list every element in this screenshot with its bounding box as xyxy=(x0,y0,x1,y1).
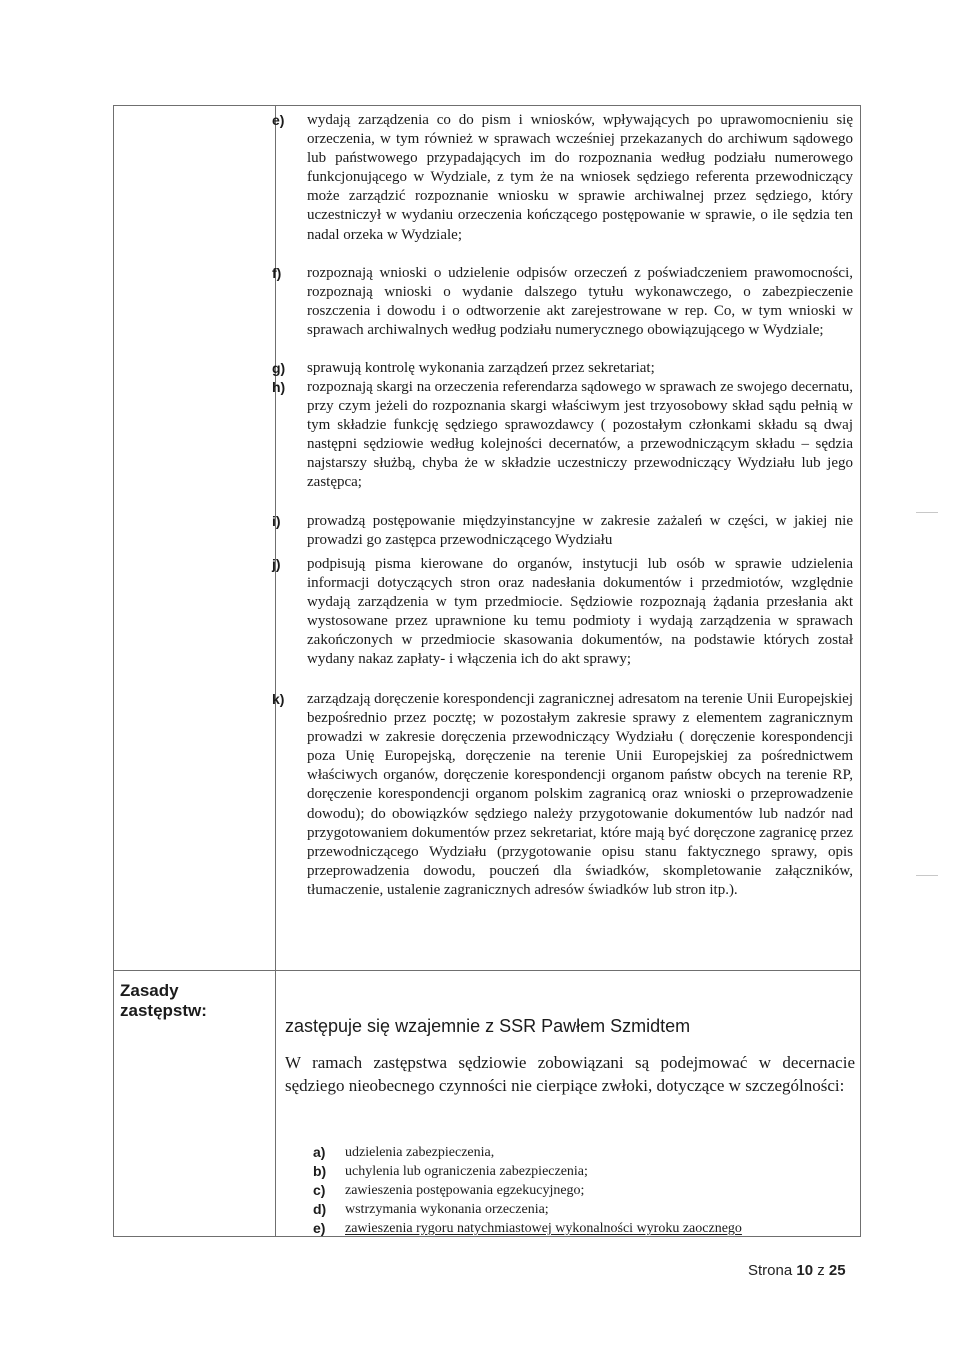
list-item xyxy=(272,111,853,245)
list-item xyxy=(272,264,853,340)
item-text: podpisują pisma kierowane do organów, instytucji lub osób w sprawie udzielenia informacji dotyczących stron oraz nadesłania dokumentów i przedmiotów, względnie wydają zarządzenia w tym przedmiocie. Sędziowie rozpoznają żądania przesłania akt wystosowane przez uprawnione ku temu podmioty i wydają zarządzenia w sprawach zakończonych w przedmiocie skasowania dokumentów, na podstawie których został wydany nakaz zapłaty- i włączenia ich do akt sprawy; xyxy=(307,556,853,668)
item-label: a) xyxy=(313,1144,326,1160)
page-separator: z xyxy=(817,1262,825,1279)
page-number xyxy=(748,1262,846,1279)
current-page: 10 xyxy=(796,1262,814,1279)
list-item xyxy=(285,1181,845,1200)
substitution-heading: zastępuje się wzajemnie z SSR Pawłem Szmidtem xyxy=(285,1016,691,1036)
item-text: prowadzą postępowanie międzyinstancyjne w zakresie zażaleń w części, w jakiej nie prowadzi go zastępca przewodniczącego Wydziału xyxy=(307,513,853,549)
list-item xyxy=(285,1200,845,1219)
list-item xyxy=(285,1219,845,1238)
item-label: k) xyxy=(272,691,285,707)
item-text: rozpoznają skargi na orzeczenia referendarza sądowego w sprawach ze swojego decernatu, przy czym jeżeli do rozpoznania skargi właściwym jest trzyosobowy skład sądu pełnią w tym składzie funkcję sędziego sprawozdawcy ( pozostałym członkami składu są dwaj następni sędziowie według kolejności decernatów, a przewodniczącym składu – sędzia najstarszy służbą, chyba że w składzie uczestniczy przewodniczący Wydziału lub jego zastępca; xyxy=(307,379,853,491)
item-text: sprawują kontrolę wykonania zarządzeń przez sekretariat; xyxy=(307,360,655,376)
item-label: e) xyxy=(272,112,285,128)
item-label: d) xyxy=(313,1201,327,1217)
item-text: zawieszenia postępowania egzekucyjnego; xyxy=(345,1183,585,1198)
list-item xyxy=(285,1162,845,1181)
item-label: h) xyxy=(272,379,286,395)
page-prefix: Strona xyxy=(748,1262,793,1279)
total-pages: 25 xyxy=(828,1262,846,1279)
item-label: g) xyxy=(272,360,286,376)
item-label: e) xyxy=(313,1220,326,1236)
item-text: udzielenia zabezpieczenia, xyxy=(345,1145,495,1160)
substitution-list xyxy=(285,1143,845,1238)
item-text: wydają zarządzenia co do pism i wniosków, wpływających po uprawomocnieniu się orzeczenia, w tym również w sprawach wcześniej przekazanych do archiwum sądowego lub państwowego przypadających im do rozpoznania według podziału numerowego funkcjonującego w Wydziale, z tym że na wniosek sędziego referenta przewodniczący może zarządzić rozpoznanie wniosku w sprawie archiwalnej przez sędziego, który uczestniczył w wydaniu orzeczenia kończącego postępowanie w sprawie, o ile sędzia ten nadal orzeka w Wydziale; xyxy=(307,112,853,243)
item-label: i) xyxy=(272,513,281,529)
list-item xyxy=(272,690,853,900)
substitution-paragraph: W ramach zastępstwa sędziowie zobowiązani są podejmować w decernacie sędziego nieobecnego czynności nie cierpiące zwłoki, dotyczące w szczególności: xyxy=(285,1053,855,1095)
duties-table xyxy=(113,105,861,1237)
list-item xyxy=(272,359,853,378)
item-label: c) xyxy=(313,1182,326,1198)
item-text: rozpoznają wnioski o udzielenie odpisów orzeczeń z poświadczeniem prawomocności, rozpoznają wnioski o wydanie dalszego tytułu wykonawczego, o zabezpieczenie roszczenia i dowodu i o odtworzenie akt zarejestrowane w rep. Co, w tym wnioski w sprawach archiwalnych według podziału numerycznego obowiązującego w Wydziale; xyxy=(307,265,853,339)
item-label: j) xyxy=(272,556,281,572)
row-divider xyxy=(114,970,860,971)
scan-mark xyxy=(916,512,938,513)
item-text: uchylenia lub ograniczenia zabezpieczenia; xyxy=(345,1164,588,1179)
item-label: b) xyxy=(313,1163,327,1179)
list-item xyxy=(285,1143,845,1162)
substitution-label: Zasady zastępstw: xyxy=(120,981,207,1020)
list-item xyxy=(272,378,853,493)
scan-mark xyxy=(916,875,938,876)
item-text: zawieszenia rygoru natychmiastowej wykonalności wyroku zaocznego xyxy=(345,1221,742,1236)
item-text: wstrzymania wykonania orzeczenia; xyxy=(345,1202,549,1217)
item-label: f) xyxy=(272,265,282,281)
list-item xyxy=(272,512,853,550)
item-text: zarządzają doręczenie korespondencji zagranicznej adresatom na terenie Unii Europejskiej bezpośrednio przez pocztę; w pozostałym zakresie sprawy z elementem zagranicznym prowadzi w zakresie doręczenia przewodniczący Wydziału ( doręczenie korespondencji poza Unię Europejską, doręczenie na terenie Unii Europejskiej za pośrednictwem właściwych organów, doręczenie korespondencji organom państw obcych na terenie RP, doręczenie korespondencji organom polskim zagranicą oraz wnioski o przeprowadzenie dowodu); do obowiązków sędziego należy przygotowanie dokumentów lub nadzór nad przygotowaniem dokumentów przez sekretariat, które mają być doręczone zagranicę przez przewodniczącego Wydziału (przygotowanie opisu stanu faktycznego sprawy, opis przeprowadzenia dowodu, pouczeń dla świadków, skompletowanie załączników, tłumaczenie, ustalenie zagranicznych adresów świadków lub stron itp.). xyxy=(307,691,853,898)
list-item xyxy=(272,555,853,670)
